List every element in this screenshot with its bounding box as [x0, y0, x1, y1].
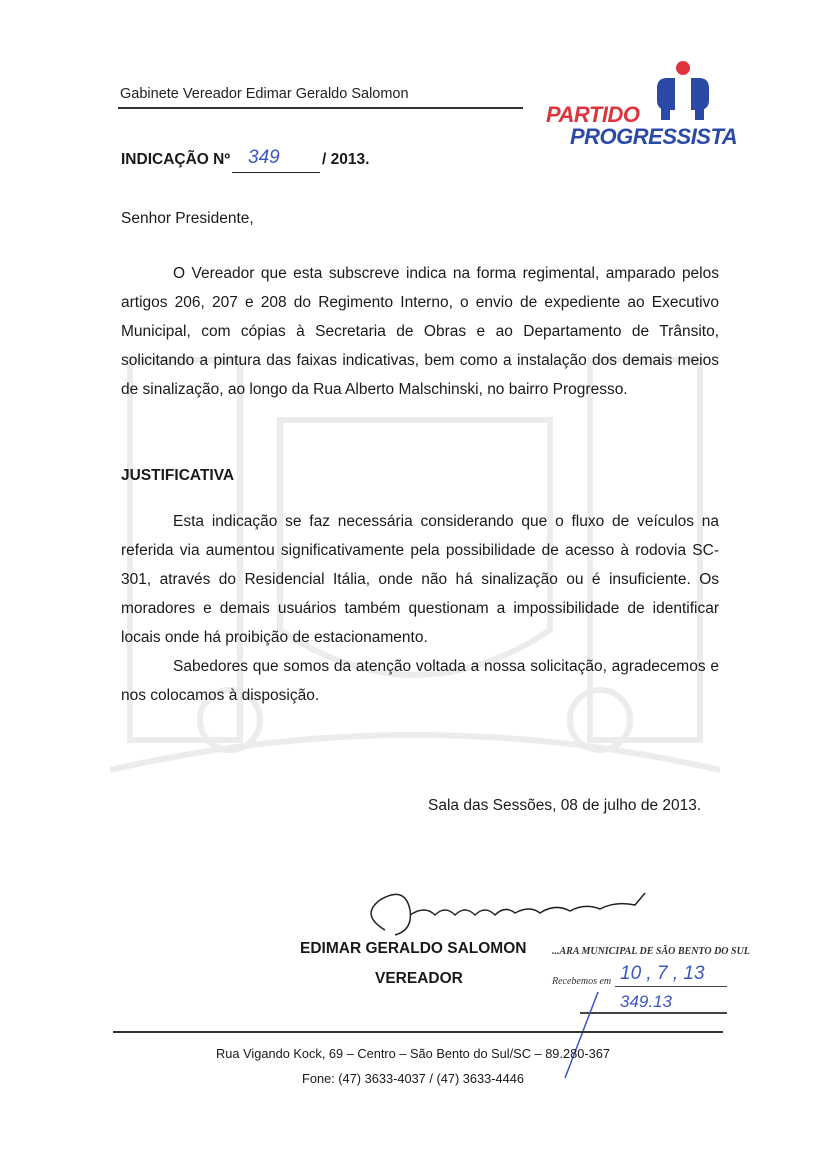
receipt-number: 349.13 [620, 992, 672, 1011]
place-and-date: Sala das Sessões, 08 de julho de 2013. [428, 797, 702, 814]
body-paragraph-1: O Vereador que esta subscreve indica na forma regimental, amparado pelos artigos 206, 207 e 208 do Regimento Interno, o envio de expediente ao Executivo Municipal, com cópias à Secretaria de Obras e ao Departamento de Trânsito, solicitando a pintura das faixas indicativas, bem como a instalação dos demais meios de sinalização, ao longo da Rua Alberto Malschinski, no bairro Progresso. [121, 265, 719, 398]
header-divider [118, 107, 523, 109]
footer-divider [113, 1031, 723, 1033]
footer-phone: Fone: (47) 3633-4037 / (47) 3633-4446 [302, 1071, 524, 1086]
receipt-slash-mark [560, 990, 600, 1080]
footer-address: Rua Vigando Kock, 69 – Centro – São Bento do Sul/SC – 89.280-367 [216, 1046, 610, 1061]
indication-number-line [232, 172, 320, 173]
indication-number: 349 [248, 147, 280, 168]
signer-name: EDIMAR GERALDO SALOMON [300, 940, 527, 957]
receipt-stamp-title: ...ARA MUNICIPAL DE SÃO BENTO DO SUL [552, 946, 750, 957]
receipt-date: 10 , 7 , 13 [620, 963, 705, 984]
body-paragraph-2: Esta indicação se faz necessária considerando que o fluxo de veículos na referida via aumentou significativamente pela possibilidade de acesso à rodovia SC-301, através do Residencial Itália, onde não há sinalização ou é insuficiente. Os moradores e demais usuários também questionam a impossibilidade de identificar locais onde há proibição de estacionamento. [121, 513, 719, 646]
handwritten-signature [355, 885, 655, 945]
body-paragraph-3: Sabedores que somos da atenção voltada a nossa solicitação, agradecemos e nos colocamos à disposição. [121, 658, 719, 704]
receipt-number-line [580, 1012, 727, 1014]
justification-heading: JUSTIFICATIVA [121, 467, 235, 484]
indication-year: / 2013. [322, 151, 370, 168]
receipt-date-line [615, 986, 727, 987]
signer-role: VEREADOR [375, 970, 463, 987]
indication-label: INDICAÇÃO Nº [121, 151, 230, 168]
greeting: Senhor Presidente, [121, 210, 254, 227]
logo-word-partido: PARTIDO [546, 102, 640, 127]
logo-word-progressista: PROGRESSISTA [570, 124, 738, 149]
office-header: Gabinete Vereador Edimar Geraldo Salomon [120, 86, 409, 102]
receipt-stamp-label: Recebemos em [552, 976, 612, 987]
